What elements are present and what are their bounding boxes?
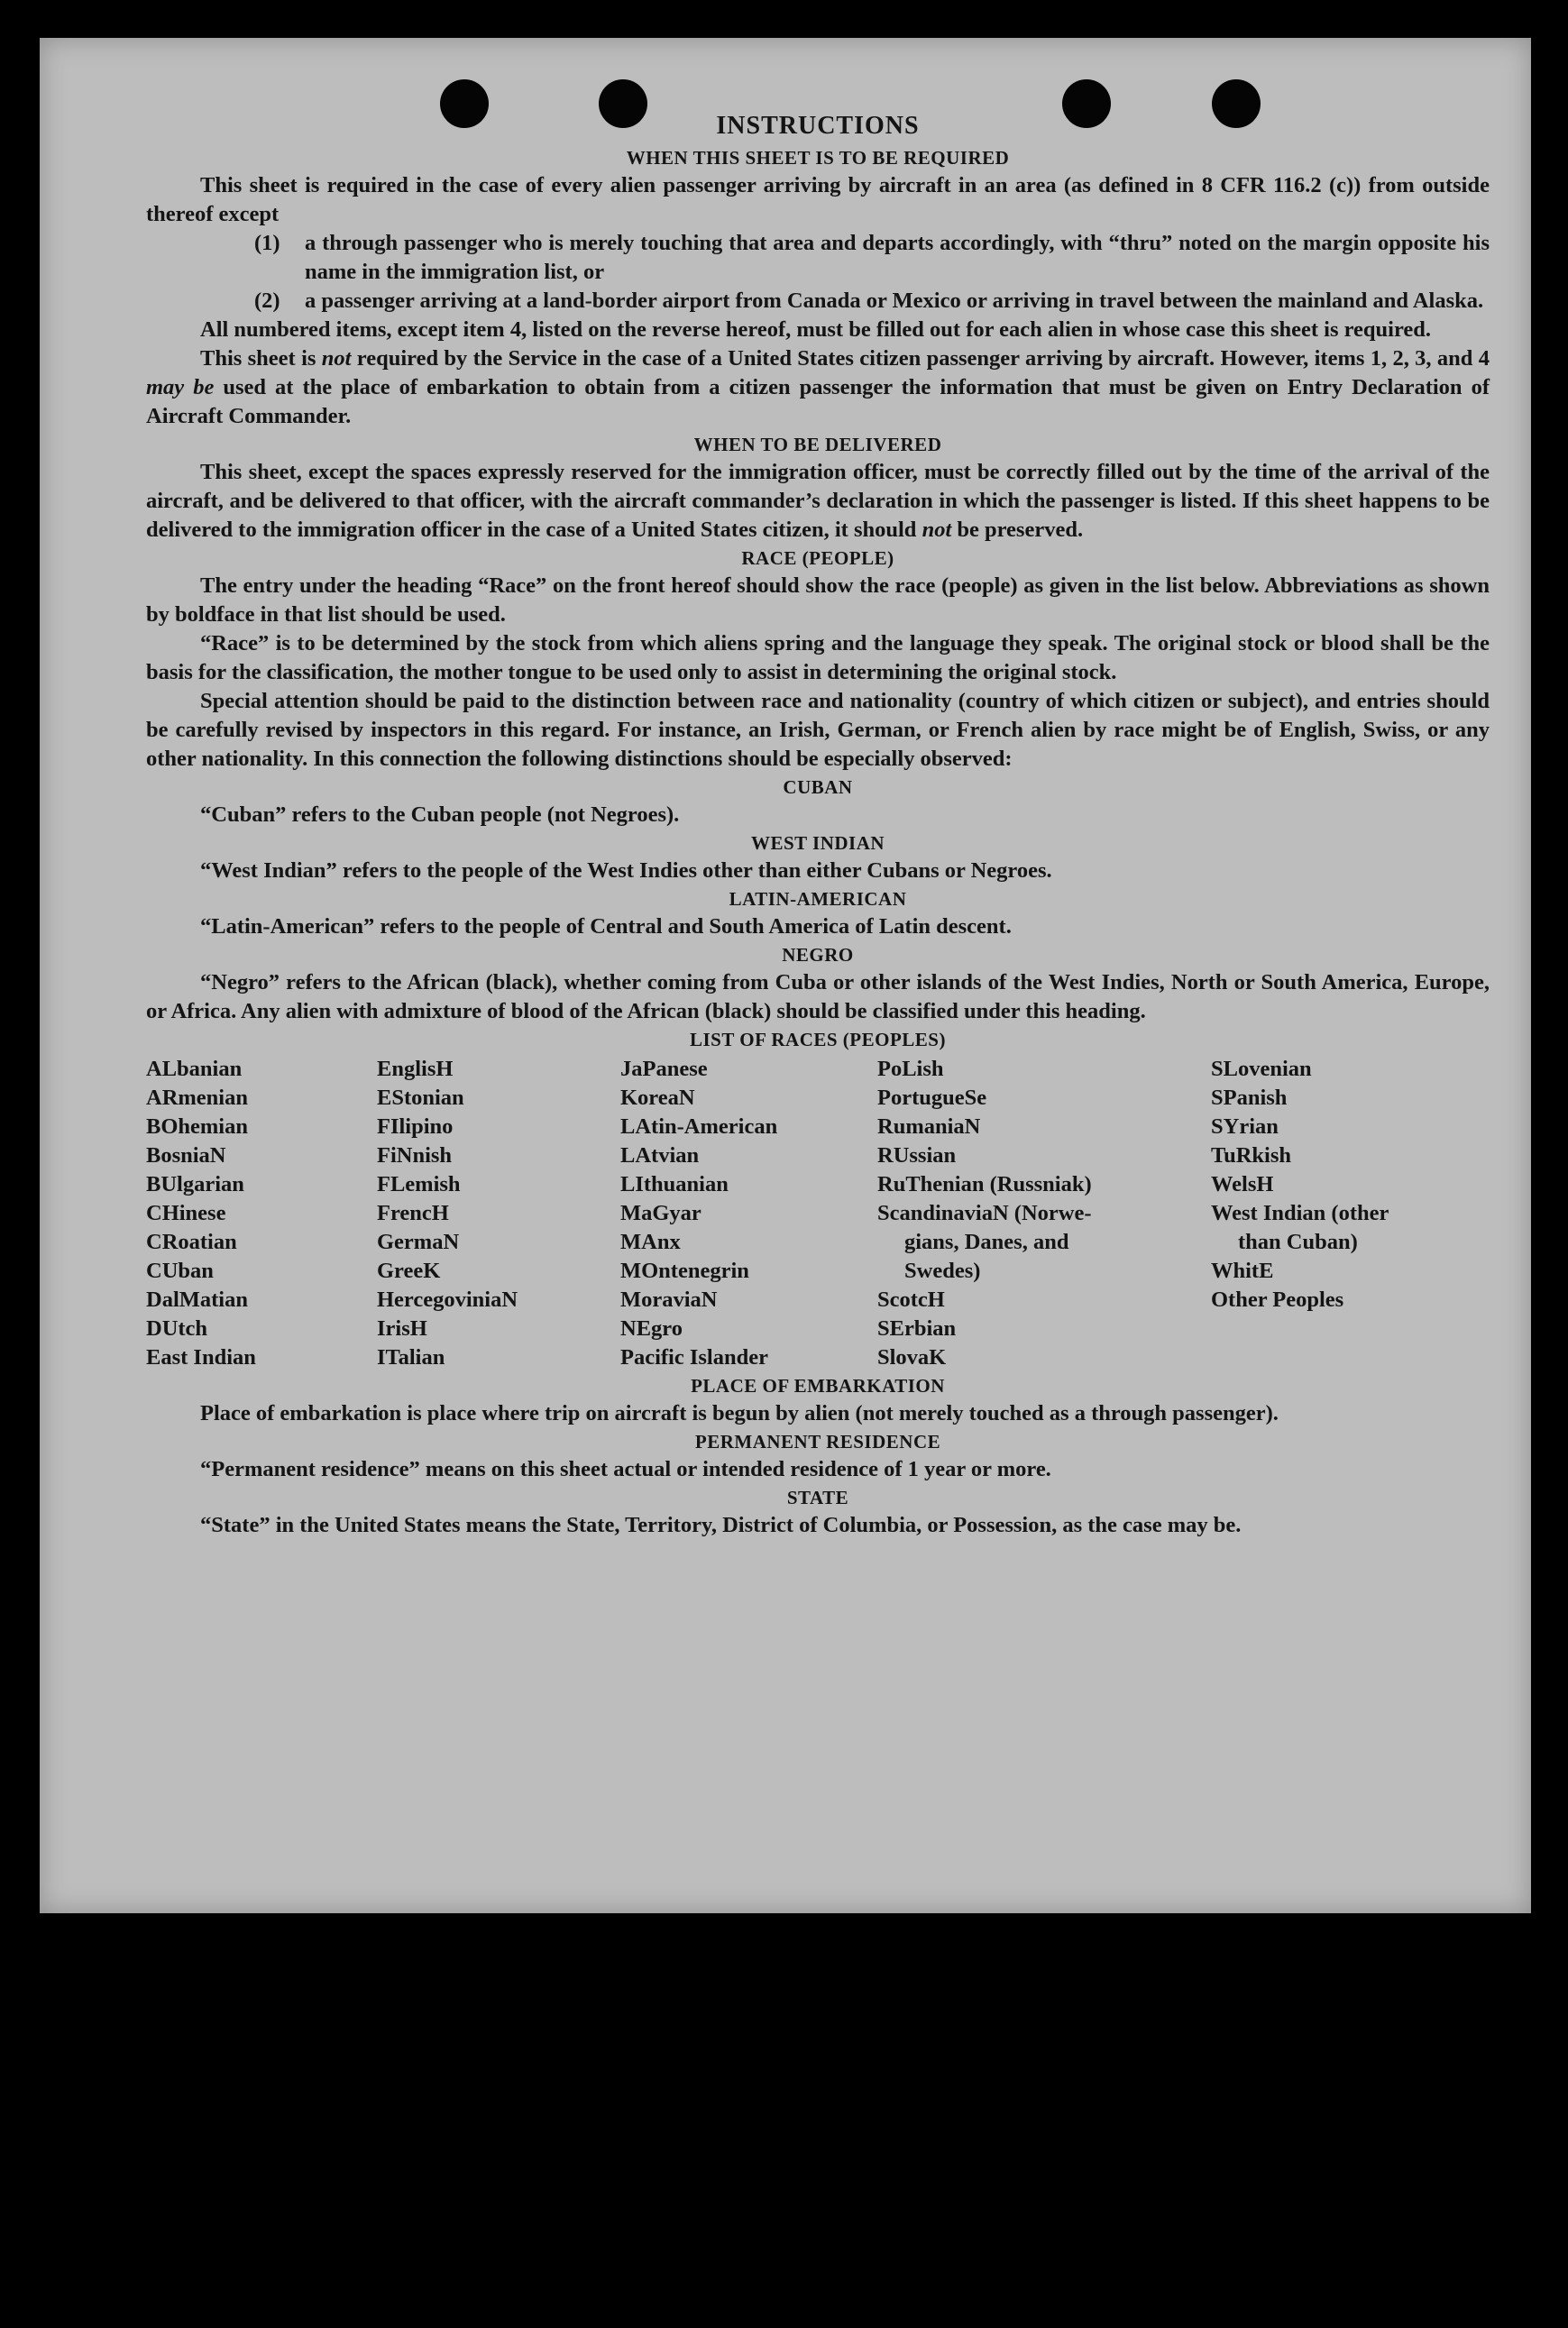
race-item: DUtch: [146, 1316, 208, 1341]
list-item: [254, 229, 1490, 287]
race-item: ScotcH: [877, 1288, 945, 1312]
race-item: RuThenian (Russniak): [877, 1172, 1092, 1196]
races-column: [1211, 1055, 1481, 1372]
italic-text: not: [922, 518, 952, 542]
race-item: RumaniaN: [877, 1114, 981, 1139]
race-item: PoLish: [877, 1057, 944, 1081]
race-item: SLovenian: [1211, 1057, 1312, 1081]
paragraph: “West Indian” refers to the people of the West Indies other than either Cubans or Negroes.: [200, 858, 1052, 883]
paragraph: [146, 344, 1490, 431]
race-item: EStonian: [377, 1086, 464, 1110]
document-sheet: [40, 38, 1531, 1913]
paragraph: “Negro” refers to the African (black), whether coming from Cuba or other islands of the West Indies, North or South America, Europe, or Africa. Any alien with admixture of blood of the African (black) should be classified under this heading.: [146, 970, 1490, 1023]
paragraph: Special attention should be paid to the distinction between race and nationality (country of which citizen or subject), and entries should be carefully revised by inspectors in this regard. For instance, an Irish, German, or French alien by race might be of English, Swiss, or any other nationality. In this connection the following distinctions should be especially observed:: [146, 689, 1490, 771]
section-heading-negro: NEGRO: [782, 944, 854, 966]
item-number: (1): [254, 231, 280, 255]
race-item: TuRkish: [1211, 1143, 1292, 1168]
section-heading-race: RACE (PEOPLE): [741, 547, 894, 569]
paragraph: “Race” is to be determined by the stock from which aliens spring and the language they speak. The original stock or blood shall be the basis for the classification, the mother tongue to be used only to assist in determining the original stock.: [146, 631, 1490, 684]
race-item: CUban: [146, 1259, 214, 1283]
item-text: a passenger arriving at a land-border airport from Canada or Mexico or arriving in travel between the mainland and Alaska.: [305, 289, 1484, 313]
section-heading-place-of-embarkation: PLACE OF EMBARKATION: [691, 1375, 945, 1397]
race-item: SYrian: [1211, 1114, 1279, 1139]
race-item: ALbanian: [146, 1057, 243, 1081]
race-item: LAtin-American: [620, 1114, 778, 1139]
race-item: CHinese: [146, 1201, 226, 1225]
race-item: WhitE: [1211, 1259, 1274, 1283]
item-text: a through passenger who is merely touching that area and departs accordingly, with “thru” noted on the margin opposite his name in the immigration list, or: [305, 231, 1490, 284]
race-item: PortugueSe: [877, 1086, 987, 1110]
italic-text: may be: [146, 375, 215, 399]
section-heading-list-of-races: LIST OF RACES (PEOPLES): [690, 1029, 946, 1050]
race-item: FiNnish: [377, 1143, 453, 1168]
race-item: MaGyar: [620, 1201, 701, 1225]
race-item: SlovaK: [877, 1345, 947, 1370]
race-item: East Indian: [146, 1345, 256, 1370]
race-item: JaPanese: [620, 1057, 708, 1081]
race-item: DalMatian: [146, 1288, 248, 1312]
section-heading-latin-american: LATIN-AMERICAN: [729, 888, 907, 910]
paragraph: “State” in the United States means the State, Territory, District of Columbia, or Possession, as the case may be.: [200, 1513, 1242, 1537]
race-item-continuation: than Cuban): [1238, 1230, 1358, 1254]
races-column: [146, 1055, 377, 1372]
race-item: CRoatian: [146, 1230, 237, 1254]
race-item: Pacific Islander: [620, 1345, 768, 1370]
race-item: ARmenian: [146, 1086, 248, 1110]
race-item: WelsH: [1211, 1172, 1274, 1196]
race-item: MoraviaN: [620, 1288, 718, 1312]
races-column: [877, 1055, 1211, 1372]
race-item: KoreaN: [620, 1086, 695, 1110]
race-item: NEgro: [620, 1316, 683, 1341]
race-item: SPanish: [1211, 1086, 1288, 1110]
race-item: MAnx: [620, 1230, 681, 1254]
text-run: This sheet is: [200, 346, 322, 371]
paragraph: “Cuban” refers to the Cuban people (not Negroes).: [200, 802, 680, 827]
text-run: required by the Service in the case of a United States citizen passenger arriving by aircraft. However, items 1, 2, 3, and 4: [351, 346, 1490, 371]
race-item: Other Peoples: [1211, 1288, 1344, 1312]
races-list: [146, 1055, 1490, 1372]
section-heading-permanent-residence: PERMANENT RESIDENCE: [694, 1431, 941, 1453]
section-heading-cuban: CUBAN: [783, 776, 853, 798]
race-item: FrencH: [377, 1201, 449, 1225]
race-item-continuation: Swedes): [904, 1259, 981, 1283]
text-run: used at the place of embarkation to obtain from a citizen passenger the information that must be given on Entry Declaration of Aircraft Commander.: [146, 375, 1490, 428]
race-item: EnglisH: [377, 1057, 454, 1081]
race-item: ScandinaviaN (Norwe-: [877, 1201, 1092, 1225]
race-item: GreeK: [377, 1259, 441, 1283]
section-heading-when-required: WHEN THIS SHEET IS TO BE REQUIRED: [626, 147, 1010, 169]
paragraph: [146, 458, 1490, 545]
race-item: West Indian (other: [1211, 1201, 1389, 1225]
document-content: [146, 108, 1490, 1540]
paragraph: Place of embarkation is place where trip on aircraft is begun by alien (not merely touched as a through passenger).: [200, 1401, 1279, 1425]
race-item: ITalian: [377, 1345, 445, 1370]
race-item: HercegoviniaN: [377, 1288, 518, 1312]
text-run: This sheet, except the spaces expressly reserved for the immigration officer, must be correctly filled out by the time of the arrival of the aircraft, and be delivered to that officer, with the aircraft commander’s declaration in which the passenger is listed. If this sheet happens to be delivered to the immigration officer in the case of a United States citizen, it should: [146, 460, 1490, 542]
races-column: [377, 1055, 620, 1372]
section-heading-state: STATE: [786, 1487, 849, 1508]
italic-text: not: [321, 346, 352, 371]
race-item: FLemish: [377, 1172, 461, 1196]
race-item: BOhemian: [146, 1114, 248, 1139]
races-column: [620, 1055, 877, 1372]
race-item: FIlipino: [377, 1114, 454, 1139]
race-item: MOntenegrin: [620, 1259, 749, 1283]
section-heading-when-delivered: WHEN TO BE DELIVERED: [693, 434, 942, 455]
paragraph: “Permanent residence” means on this sheet actual or intended residence of 1 year or more.: [200, 1457, 1051, 1481]
race-item: RUssian: [877, 1143, 957, 1168]
section-heading-west-indian: WEST INDIAN: [750, 832, 885, 854]
race-item: LIthuanian: [620, 1172, 729, 1196]
race-item: BosniaN: [146, 1143, 226, 1168]
item-number: (2): [254, 289, 280, 313]
paragraph: The entry under the heading “Race” on the front hereof should show the race (people) as given in the list below. Abbreviations as shown by boldface in that list should be used.: [146, 573, 1490, 627]
race-item: LAtvian: [620, 1143, 700, 1168]
text-run: be preserved.: [951, 518, 1084, 542]
race-item: GermaN: [377, 1230, 460, 1254]
paragraph: “Latin-American” refers to the people of Central and South America of Latin descent.: [200, 914, 1012, 939]
race-item: IrisH: [377, 1316, 427, 1341]
race-item: SErbian: [877, 1316, 957, 1341]
race-item: BUlgarian: [146, 1172, 244, 1196]
document-title: INSTRUCTIONS: [716, 112, 920, 140]
paragraph: All numbered items, except item 4, listed on the reverse hereof, must be filled out for each alien in whose case this sheet is required.: [200, 317, 1432, 342]
paragraph: This sheet is required in the case of every alien passenger arriving by aircraft in an area (as defined in 8 CFR 116.2 (c)) from outside thereof except: [146, 173, 1490, 226]
race-item-continuation: gians, Danes, and: [904, 1230, 1069, 1254]
list-item: [254, 287, 1490, 316]
